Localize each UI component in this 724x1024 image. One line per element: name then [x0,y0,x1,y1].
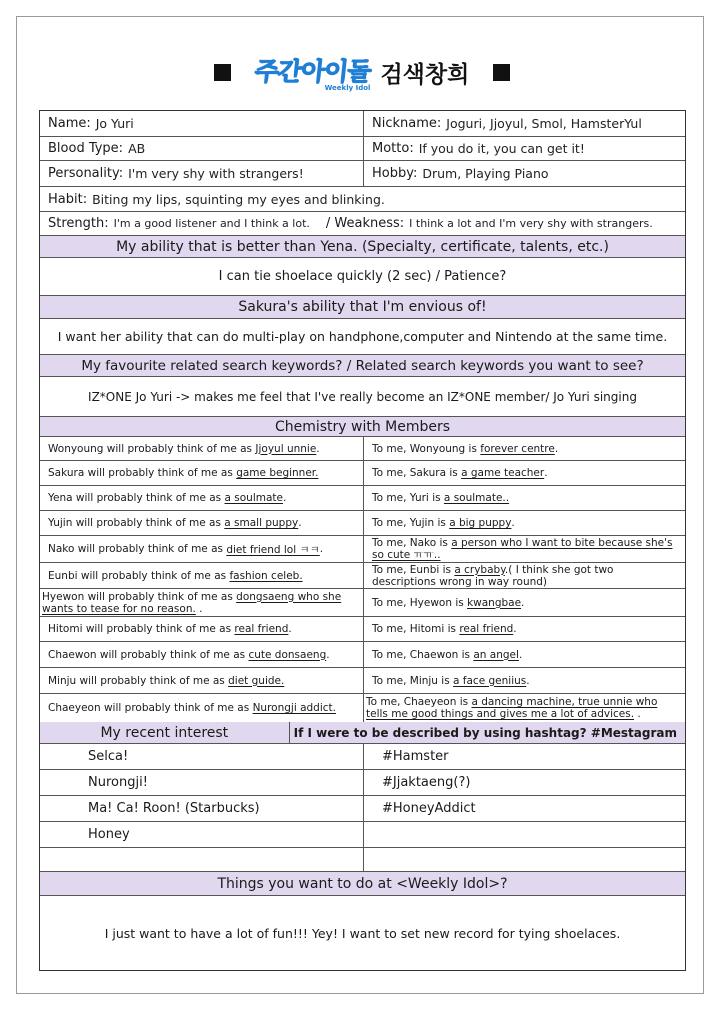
left-prefix: Chaeyeon will probably think of me as [48,702,250,714]
right-prefix: To me, Sakura is [372,467,458,479]
row-blood [40,137,685,161]
nickname-cell [364,111,685,136]
right-prefix: To me, Hitomi is [372,623,456,635]
row-envious-title [40,296,685,319]
square-bullet-icon [214,64,231,81]
chemistry-left [40,642,364,667]
row-name [40,111,685,137]
right-value: real friend [459,623,514,635]
blood-cell [40,137,364,160]
right-value: a crybaby [454,563,505,576]
left-suffix: . [282,492,287,504]
weakness-value: I think a lot and I'm very shy with strangers. [409,217,653,230]
interest-row [40,796,685,822]
right-value: an angel [473,648,519,661]
chemistry-row [40,536,685,563]
left-value: a soulmate [224,492,283,504]
name-cell [40,111,364,136]
habit-value: Biting my lips, squinting my eyes and blinking. [92,191,385,207]
chemistry-left [40,617,364,641]
interest-item: Selca! [40,744,364,769]
row-strength [40,212,685,236]
chemistry-right [364,511,685,535]
right-value: a big puppy [449,517,512,529]
envious-answer: I want her ability that can do multi-play on handphone,computer and Nintendo at the same time. [57,329,668,344]
motto-cell [364,137,685,160]
right-suffix: .( I think she got two descriptions wrong in way round) [372,563,614,588]
interest-item [40,848,364,871]
chemistry-right [364,536,685,562]
chemistry-right [364,694,685,722]
chemistry-right [364,437,685,460]
left-value: real friend [234,623,289,635]
right-value: forever centre [480,442,555,455]
left-prefix: Wonyoung will probably think of me as [48,442,253,455]
chemistry-left [40,437,364,460]
right-value: a soulmate.. [443,492,510,504]
right-suffix: . [511,517,515,529]
chemistry-right [364,589,685,616]
left-prefix: Eunbi will probably think of me as [48,569,227,582]
left-suffix: . [316,442,320,455]
name-label: Name: [48,116,91,131]
chemistry-left [40,668,364,693]
nickname-value: Joguri, Jjoyul, Smol, HamsterYul [446,116,642,131]
interest-row [40,822,685,848]
chemistry-row [40,668,685,694]
nickname-label: Nickname: [372,116,442,131]
chemistry-right [364,617,685,641]
interest-item: Honey [40,822,364,847]
left-value: fashion celeb. [229,569,303,582]
chemistry-row [40,461,685,486]
strength-cell [40,212,685,235]
left-value: a small puppy [224,517,299,529]
chemistry-right [364,642,685,667]
left-prefix: Sakura will probably think of me as [48,467,233,479]
left-suffix: . [298,517,302,529]
left-value: diet friend lol ㅋㅋ [226,543,320,556]
keywords-title: My favourite related search keywords? / Related search keywords you want to see? [40,355,685,376]
strength-label: Strength: [48,216,109,231]
chemistry-left [40,486,364,510]
right-suffix: . [544,467,548,479]
hobby-label: Hobby: [372,166,418,181]
right-suffix: . [554,442,559,455]
hashtag-item [364,822,685,847]
chemistry-row [40,642,685,668]
left-suffix: . [195,602,203,615]
right-prefix: To me, Minju is [372,674,450,687]
left-suffix: . [288,623,292,635]
right-prefix: To me, Eunbi is [372,563,452,576]
logo-text: 주간아이돌 [252,57,372,86]
right-suffix: . [634,708,641,720]
left-value: diet guide. [228,674,285,687]
left-prefix: Hyewon will probably think of me as [42,590,233,603]
right-suffix: . [518,648,523,661]
left-value: Jjoyul unnie [255,442,317,455]
row-weekly-answer [40,896,685,970]
right-suffix: . [526,674,530,687]
right-prefix: To me, Yujin is [372,517,446,529]
motto-value: If you do it, you can get it! [418,141,585,156]
chemistry-row [40,694,685,722]
left-prefix: Hitomi will probably think of me as [48,623,232,635]
right-value: kwangbae [467,596,522,609]
chemistry-row [40,617,685,642]
hobby-value: Drum, Playing Piano [422,166,549,181]
interest-row [40,848,685,872]
habit-cell [40,187,685,211]
right-prefix: To me, Chaeyeon is [366,696,469,708]
right-value: a game teacher [461,467,545,479]
page-title: 검색창희 [380,61,470,88]
name-value: Jo Yuri [95,116,134,131]
interest-item: Ma! Ca! Roon! (Starbucks) [40,796,364,821]
chemistry-row [40,437,685,461]
logo-subtext: Weekly Idol [324,84,371,92]
interest-item: Nurongji! [40,770,364,795]
strength-value: I'm a good listener and I think a lot. [113,217,310,230]
hashtag-item: #Hamster [382,749,449,764]
left-value: game beginner. [236,467,319,479]
left-value: cute donsaeng [248,648,327,661]
chemistry-right [364,668,685,693]
chemistry-row [40,563,685,589]
weekly-idol-logo [252,52,372,92]
weekly-title: Things you want to do at <Weekly Idol>? [40,872,685,895]
habit-label: Habit: [48,191,88,207]
left-suffix: . [326,648,330,661]
row-keywords-title [40,355,685,377]
envious-title: Sakura's ability that I'm envious of! [40,296,685,318]
weekly-answer: I just want to have a lot of fun!!! Yey! I want to set new record for tying shoelaces. [104,925,621,941]
left-prefix: Yena will probably think of me as [48,492,222,504]
row-interest-title [40,722,685,744]
right-value: a face geniius [453,674,527,687]
row-ability-answer [40,258,685,296]
hobby-cell [364,161,685,186]
hashtag-item [364,848,685,871]
right-prefix: To me, Yuri is [372,492,441,504]
row-chemistry-title [40,417,685,437]
motto-label: Motto: [372,141,414,156]
chemistry-row [40,486,685,511]
square-bullet-icon [493,64,510,81]
left-suffix: . [319,543,324,555]
interest-title: My recent interest [40,722,290,743]
weakness-label: / Weakness: [325,216,405,231]
blood-label: Blood Type: [48,141,124,156]
chemistry-left [40,694,364,722]
right-value: a dancing machine, true unnie who tells me good things and gives me a lot of advices. [366,696,658,720]
chemistry-left [40,563,364,588]
right-prefix: To me, Hyewon is [372,596,464,609]
ability-answer: I can tie shoelace quickly (2 sec) / Patience? [218,269,507,284]
right-prefix: To me, Wonyoung is [372,442,477,455]
left-prefix: Yujin will probably think of me as [48,517,221,529]
row-personality [40,161,685,187]
row-ability-title [40,236,685,258]
page-header [0,42,724,102]
left-prefix: Nako will probably think of me as [48,543,223,555]
blood-value: AB [128,141,146,156]
keywords-answer: IZ*ONE Jo Yuri -> makes me feel that I've really become an IZ*ONE member/ Jo Yuri singing [88,389,637,404]
right-value: a person who I want to bite because she's so cute ㅠㅠ.. [372,537,673,561]
left-prefix: Chaewon will probably think of me as [48,648,246,661]
left-value: dongsaeng who she wants to tease for no reason. [42,590,342,615]
hashtag-item: #HoneyAddict [382,801,476,816]
interest-row [40,770,685,796]
right-prefix: To me, Nako is [372,537,448,549]
chemistry-left [40,589,364,616]
profile-form [39,110,686,971]
hashtag-item: #Jjaktaeng(?) [382,775,471,790]
interest-row [40,744,685,770]
row-weekly-title [40,872,685,896]
left-value: Nurongji addict. [252,702,336,714]
chemistry-title: Chemistry with Members [40,417,685,436]
row-habit [40,187,685,212]
right-suffix: . [521,596,525,609]
chemistry-right [364,461,685,485]
chemistry-row [40,511,685,536]
row-keywords-answer [40,377,685,417]
right-suffix: . [513,623,517,635]
row-envious-answer [40,319,685,355]
ability-title: My ability that is better than Yena. (Specialty, certificate, talents, etc.) [40,236,685,257]
left-prefix: Minju will probably think of me as [48,674,225,687]
hashtag-title: If I were to be described by using hashtag? #Mestagram [290,722,685,743]
chemistry-right [364,486,685,510]
chemistry-row [40,589,685,617]
personality-cell [40,161,364,186]
right-prefix: To me, Chaewon is [372,648,471,661]
chemistry-table [40,437,685,722]
personality-value: I'm very shy with strangers! [128,166,304,181]
personality-label: Personality: [48,166,124,181]
chemistry-left [40,536,364,562]
chemistry-left [40,461,364,485]
chemistry-right [364,563,685,588]
chemistry-left [40,511,364,535]
